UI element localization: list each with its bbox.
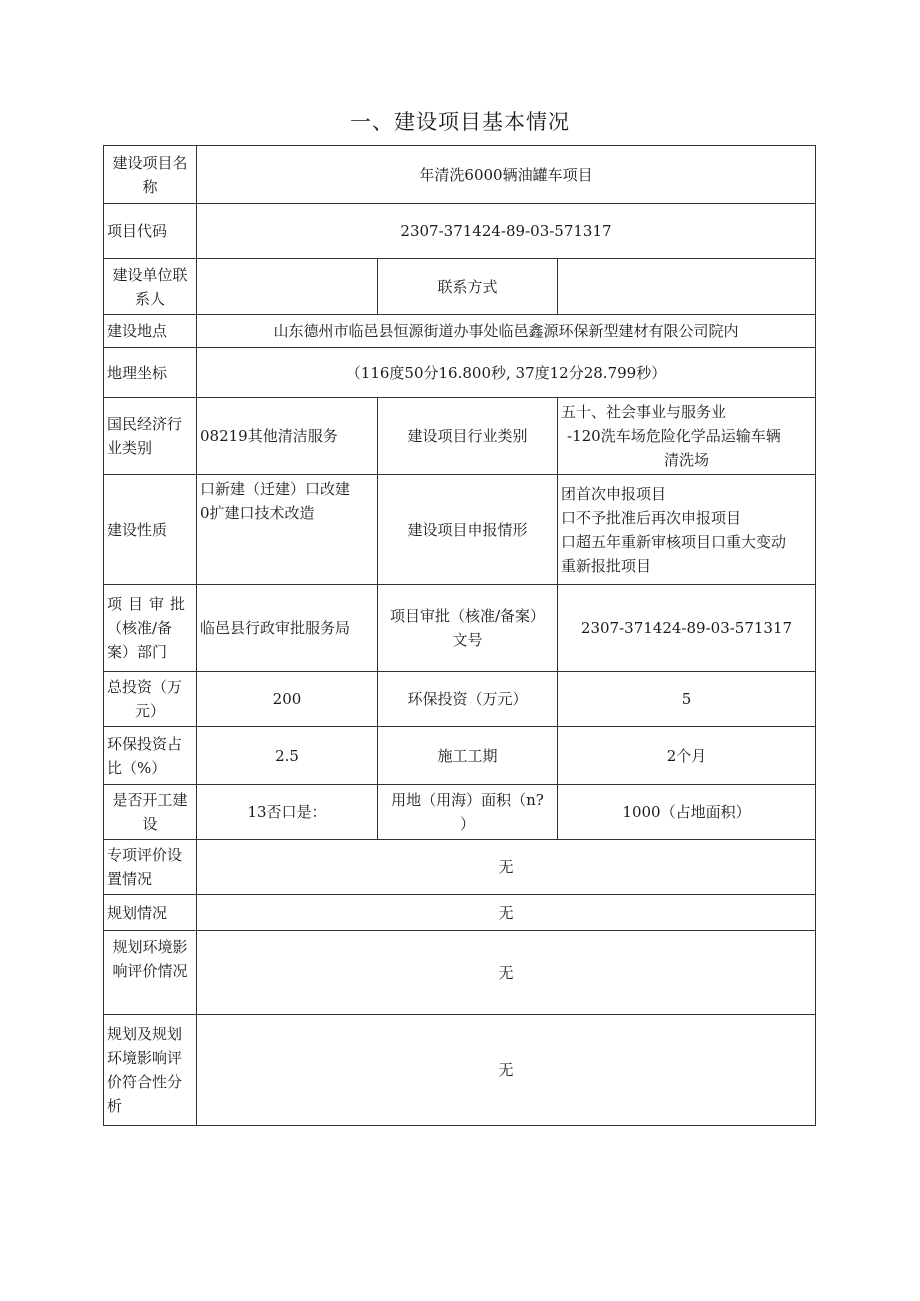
value-project-code: 2307-371424-89-03-571317 — [197, 204, 816, 259]
value-construction-period: 2个月 — [558, 727, 816, 785]
value-project-name: 年清洗6000辆油罐车项目 — [197, 146, 816, 204]
value-declaration-status: 团首次申报项目 口不予批准后再次申报项目 口超五年重新审核项目口重大变动 重新报批项目 — [558, 475, 816, 585]
label-construction-started: 是否开工建 设 — [104, 785, 197, 840]
label-planning-eia: 规划环境影 响评价情况 — [104, 931, 197, 1015]
value-total-investment: 200 — [197, 672, 378, 727]
row-ratio — [104, 727, 816, 785]
label-env-investment: 环保投资（万元） — [378, 672, 558, 727]
label-coordinates: 地理坐标 — [104, 348, 197, 398]
page-title: 一、建设项目基本情况 — [350, 110, 570, 134]
value-national-industry: 08219其他清洁服务 — [197, 398, 378, 475]
row-planning — [104, 895, 816, 931]
label-construction-nature: 建设性质 — [104, 475, 197, 585]
value-special-eval: 无 — [197, 840, 816, 895]
row-nature — [104, 475, 816, 585]
row-started — [104, 785, 816, 840]
project-info-table — [103, 145, 816, 1126]
row-contact — [104, 259, 816, 315]
label-national-industry: 国民经济行 业类别 — [104, 398, 197, 475]
value-land-area: 1000（占地面积） — [558, 785, 816, 840]
label-contact-person: 建设单位联 系人 — [104, 259, 197, 315]
value-construction-started: 13否口是： — [197, 785, 378, 840]
value-conformity: 无 — [197, 1015, 816, 1126]
label-approval-number: 项目审批（核准/备案） 文号 — [378, 585, 558, 672]
value-construction-nature: 口新建（迁建）口改建 0扩建口技术改造 — [197, 475, 378, 585]
value-planning: 无 — [197, 895, 816, 931]
value-contact-person — [197, 259, 378, 315]
label-land-area: 用地（用海）面积（n? ） — [378, 785, 558, 840]
label-env-ratio: 环保投资占 比（%） — [104, 727, 197, 785]
row-investment — [104, 672, 816, 727]
row-industry — [104, 398, 816, 475]
value-project-industry: 五十、社会事业与服务业 -120洗车场危险化学品运输车辆 清洗场 — [558, 398, 816, 475]
row-conformity — [104, 1015, 816, 1126]
label-approval-dept: 项目审批 （核准/备 案）部门 — [104, 585, 197, 672]
label-project-name: 建设项目名 称 — [104, 146, 197, 204]
row-approval — [104, 585, 816, 672]
value-env-investment: 5 — [558, 672, 816, 727]
value-planning-eia: 无 — [197, 931, 816, 1015]
label-location: 建设地点 — [104, 315, 197, 348]
value-env-ratio: 2.5 — [197, 727, 378, 785]
value-coordinates: （116度50分16.800秒, 37度12分28.799秒） — [197, 348, 816, 398]
value-contact-method — [558, 259, 816, 315]
label-project-industry: 建设项目行业类别 — [378, 398, 558, 475]
value-approval-number: 2307-371424-89-03-571317 — [558, 585, 816, 672]
value-approval-dept: 临邑县行政审批服务局 — [197, 585, 378, 672]
row-special-eval — [104, 840, 816, 895]
label-planning: 规划情况 — [104, 895, 197, 931]
row-project-code — [104, 204, 816, 259]
label-construction-period: 施工工期 — [378, 727, 558, 785]
label-conformity: 规划及规划 环境影响评 价符合性分 析 — [104, 1015, 197, 1126]
row-planning-eia — [104, 931, 816, 1015]
row-location — [104, 315, 816, 348]
row-project-name — [104, 146, 816, 204]
label-contact-method: 联系方式 — [378, 259, 558, 315]
label-declaration-status: 建设项目申报情形 — [378, 475, 558, 585]
row-coordinates — [104, 348, 816, 398]
value-location: 山东德州市临邑县恒源街道办事处临邑鑫源环保新型建材有限公司院内 — [197, 315, 816, 348]
label-special-eval: 专项评价设 置情况 — [104, 840, 197, 895]
label-total-investment: 总投资（万 元） — [104, 672, 197, 727]
label-project-code: 项目代码 — [104, 204, 197, 259]
